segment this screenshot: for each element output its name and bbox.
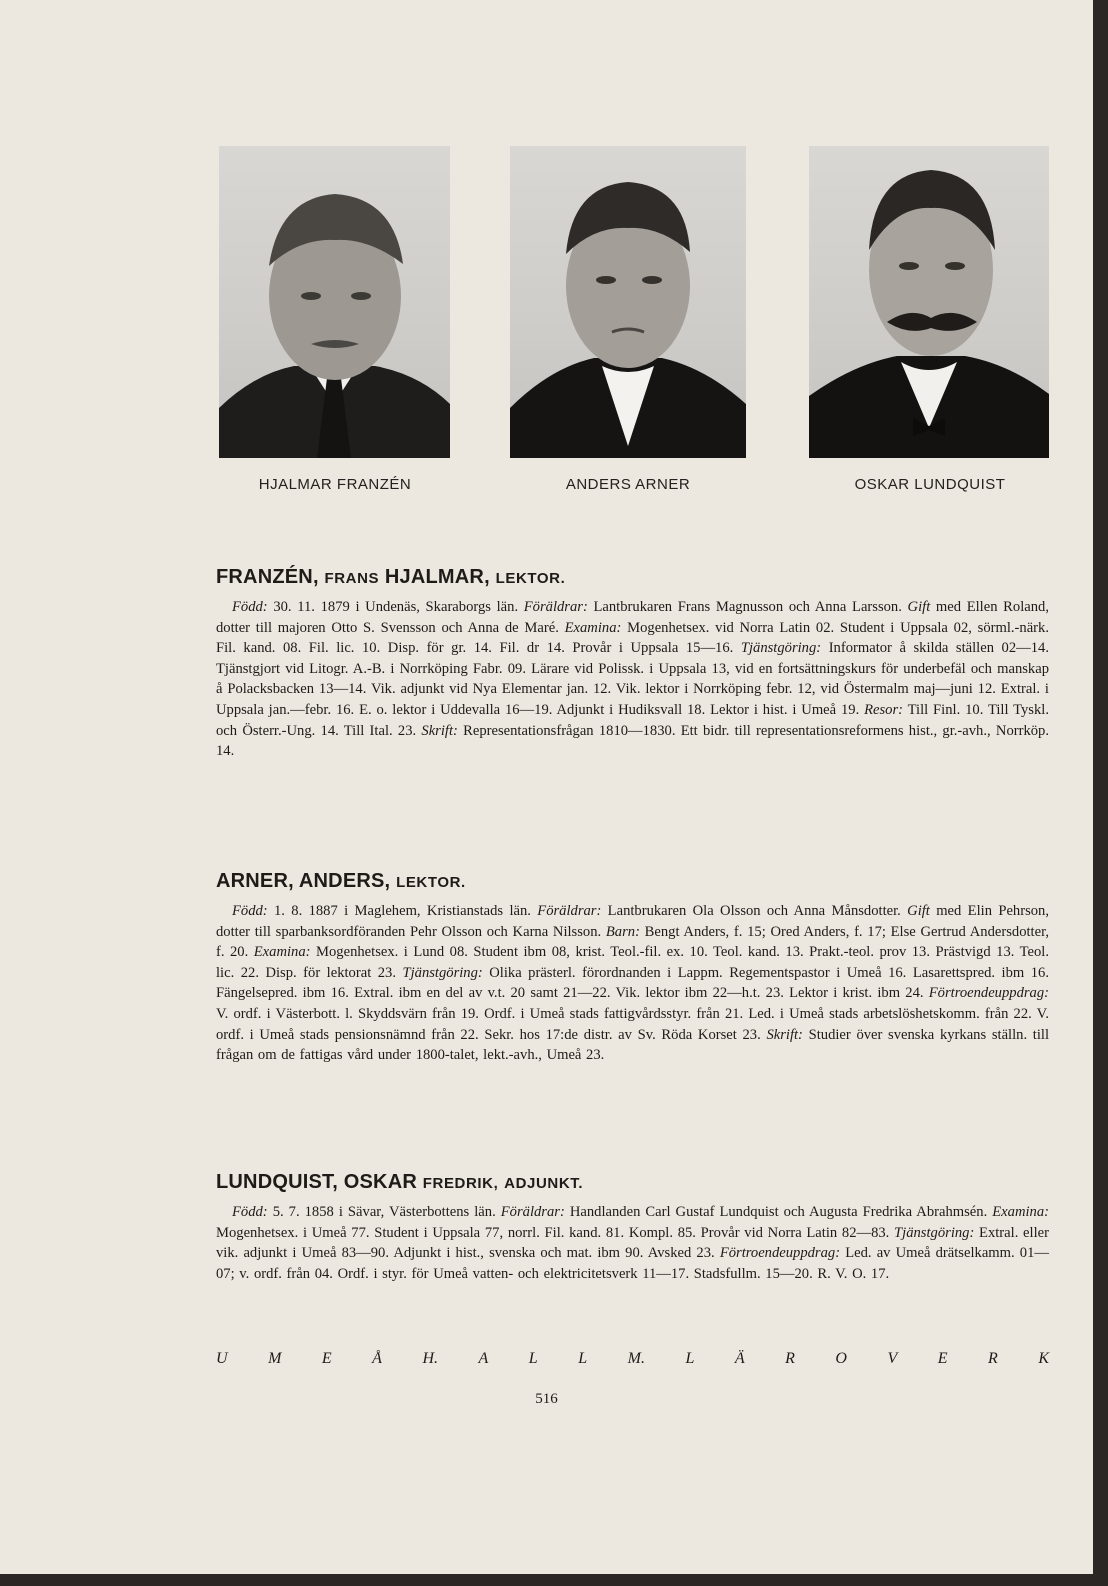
field-text: Representationsfrågan 1810—1830. Ett bidr. till representationsreformens hist., gr.-avh., Norrköp. 14. — [216, 722, 1049, 760]
field-text: 1. 8. 1887 i Maglehem, Kristianstads län. — [267, 903, 538, 919]
field-label: Barn: — [605, 923, 640, 940]
portrait-photo-arner — [510, 146, 746, 458]
entry-surname: FRANZÉN, — [216, 566, 325, 588]
footer-letter: L — [578, 1350, 588, 1367]
field-label: Skrift: — [766, 1026, 803, 1043]
field-label: Förtroendeuppdrag: — [928, 985, 1049, 1002]
footer-letter: Ä — [734, 1350, 745, 1367]
field-text: Lantbrukaren Frans Magnusson och Anna Larsson. — [587, 599, 908, 615]
field-label: Gift — [907, 903, 930, 919]
entry-occupation: LEKTOR. — [396, 874, 466, 891]
entry-occupation: LEKTOR. — [495, 570, 566, 587]
biography-entry-lundquist — [216, 1171, 1049, 1284]
entry-given-name-small: FREDRIK, — [422, 1175, 499, 1192]
field-label: Tjänstgöring: — [894, 1224, 975, 1241]
field-text: Lantbrukaren Ola Olsson och Anna Månsdotter. — [601, 903, 908, 919]
field-text: V. ordf. i Västerbott. l. Skyddsvärn från 19. Ordf. i Umeå stads fattigvårdsstyr. från 21. Led. i Umeå stads arbetslöshetskomm. från 22. V. ordf. i Umeå stads pensionsnämnd från 22. Sekr. hos 17:de distr. av Sv. Röda Korset 23. — [216, 1005, 1049, 1043]
footer-letter: K — [1038, 1350, 1049, 1367]
field-label: Gift — [907, 599, 931, 615]
field-text: Mogenhetsex. vid Norra Latin 02. Student i Uppsala 02, sörml.-närk. Fil. kand. 08. Fil. lic. 10. Disp. för gr. 14. Fil. dr 14. Provår i Uppsala 15—16. — [216, 619, 1049, 657]
footer-letter: U — [216, 1350, 228, 1367]
field-text: Led. av Umeå drätselkamm. 01—07; v. ordf. från 04. Ordf. i styr. för Umeå vatten- och elektricitetsverk 11—17. Stadsfullm. 15—20. R. V. O. 17. — [216, 1245, 1049, 1282]
entry-body — [216, 1202, 1049, 1284]
entry-occupation: ADJUNKT. — [504, 1175, 584, 1192]
field-text: med Elin Pehrson, dotter till sparbanksordföranden Pehr Olsson och Karna Nilsson. — [216, 903, 1050, 940]
field-text: med Ellen Roland, dotter till majoren Otto S. Svensson och Anna de Maré. — [216, 599, 1049, 636]
entry-heading — [216, 566, 1049, 589]
footer-letter: R — [785, 1350, 795, 1367]
field-text: Olika prästerl. förordnanden i Lappm. Regementspastor i Umeå 16. Lasarettspred. ibm 16. Fängelsepred. ibm 16. Extral. ibm en del av v.t. 20 samt 21—22. Vik. lektor ibm 22—h.t. 23. Lektor i krist. ibm 24. — [216, 964, 1049, 1002]
field-label: Resor: — [864, 701, 904, 718]
field-label: Född: — [232, 1204, 268, 1220]
footer-letter: V — [887, 1350, 898, 1367]
biography-entry-franzen — [216, 566, 1049, 762]
footer-letter: Å — [372, 1350, 382, 1367]
field-text: Informator å skilda ställen 02—14. Tjänstgjort vid Litogr. A.-B. i Norrköping Fabr. 09. Lärare vid Polissk. i Uppsala 13, vid en fortsättningskurs för underbefäl och manskap å Polacksbacken 13—14. Vik. adjunkt vid Nya Elementar jan. 12. Vik. lektor i Norrköping febr. 12, vid Östermalm maj—juni 12. Extral. i Uppsala jan.—febr. 16. E. o. lektor i Uddevalla 16—19. Adjunkt i Hudiksvall 18. Lektor i hist. i Umeå 19. — [216, 640, 1049, 718]
footer-letter: A — [478, 1350, 489, 1367]
footer-letter: R — [988, 1350, 998, 1367]
footer-letter: M. — [627, 1350, 645, 1367]
field-text: Studier över svenska kyrkans ställn. till frågan om de fattigas vård under 1800-talet, lekt.-avh., Umeå 23. — [216, 1026, 1049, 1064]
field-text: Till Finl. 10. Till Tyskl. och Österr.-Ung. 14. Till Ital. 23. — [216, 701, 1049, 739]
field-text: 30. 11. 1879 i Undenäs, Skaraborgs län. — [267, 599, 524, 615]
footer-letter: L — [685, 1350, 695, 1367]
field-label: Tjänstgöring: — [402, 964, 483, 981]
field-label: Examina: — [992, 1204, 1050, 1220]
footer-letter: L — [528, 1350, 538, 1367]
footer-letter: E — [937, 1350, 948, 1367]
field-text: Bengt Anders, f. 15; Ored Anders, f. 17; Else Gertrud Andersdotter, f. 20. — [216, 923, 1050, 961]
field-text: Mogenhetsex. i Lund 08. Student ibm 08, krist. Teol.-fil. ex. 10. Teol. kand. 13. Prakt.-teol. prov 13. Prästvigd 13. Teol. lic. 22. Disp. för lektorat 23. — [216, 944, 1049, 981]
entry-surname: ARNER, ANDERS, — [216, 870, 397, 892]
field-label: Examina: — [253, 944, 311, 961]
field-label: Examina: — [564, 619, 622, 636]
field-label: Tjänstgöring: — [740, 640, 822, 657]
entry-heading — [216, 870, 1049, 893]
footer-letter: E — [321, 1350, 332, 1367]
portrait-photo-franzen — [219, 146, 450, 458]
portrait-caption: OSKAR LUNDQUIST — [854, 476, 1006, 493]
field-label: Skrift: — [421, 722, 458, 739]
entry-body — [216, 901, 1049, 1066]
page-number: 516 — [535, 1391, 558, 1407]
field-text: 5. 7. 1858 i Sävar, Västerbottens län. — [267, 1204, 501, 1220]
field-label: Född: — [232, 903, 268, 919]
portrait-caption: ANDERS ARNER — [565, 476, 691, 493]
field-label: Föräldrar: — [500, 1204, 565, 1220]
biography-entry-arner — [216, 870, 1049, 1066]
field-label: Föräldrar: — [537, 903, 602, 919]
entry-surname: LUNDQUIST, OSKAR — [216, 1171, 423, 1193]
entry-body — [216, 597, 1049, 762]
entry-given-name-small: FRANS — [324, 570, 380, 587]
entry-given-name: HJALMAR, — [379, 566, 496, 588]
field-label: Född: — [232, 599, 268, 615]
field-text: Extral. eller vik. adjunkt i Umeå 83—90. Adjunkt i hist., svenska och mat. ibm 90. Avsked 23. — [216, 1224, 1049, 1262]
footer-letter: O — [835, 1350, 847, 1367]
field-text: Mogenhetsex. i Umeå 77. Student i Uppsala 77, norrl. Fil. kand. 81. Kompl. 85. Provår vid Norra Latin 82—83. — [216, 1224, 895, 1241]
field-label: Föräldrar: — [523, 599, 588, 615]
footer-letter: M — [268, 1350, 282, 1367]
field-text: Handlanden Carl Gustaf Lundquist och Augusta Fredrika Abrahmsén. — [564, 1204, 993, 1220]
portrait-photo-lundquist — [809, 146, 1049, 458]
running-footer-title — [216, 1350, 1049, 1368]
footer-letter: H. — [422, 1350, 439, 1367]
field-label: Förtroendeuppdrag: — [719, 1245, 841, 1262]
entry-heading — [216, 1171, 1049, 1194]
portrait-caption: HJALMAR FRANZÉN — [258, 476, 412, 493]
